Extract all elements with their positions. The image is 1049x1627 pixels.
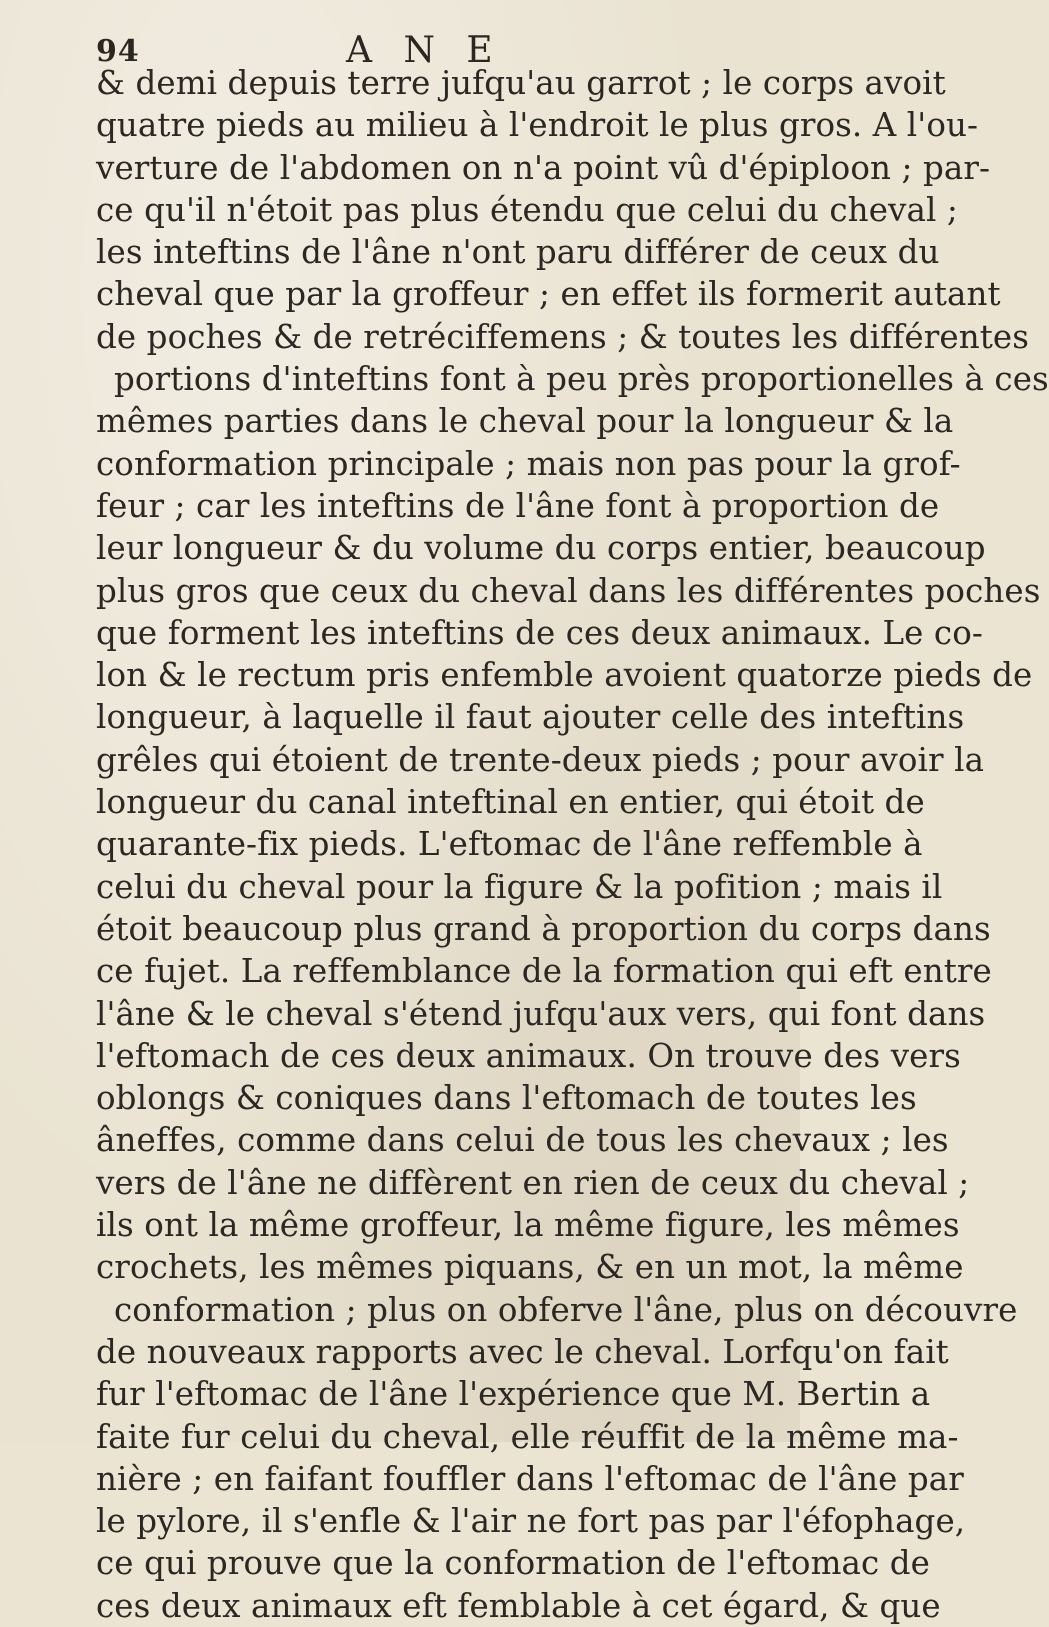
text-line: faite fur celui du cheval, elle réuffit de la même ma-: [96, 1417, 959, 1456]
text-line: longueur du canal inteftinal en entier, qui étoit de: [96, 783, 925, 822]
text-line: que forment les inteftins de ces deux animaux. Le co-: [96, 613, 983, 652]
text-line: crochets, les mêmes piquans, & en un mot, la même: [96, 1248, 964, 1287]
text-line: feur ; car les inteftins de l'âne font à proportion de: [96, 486, 940, 525]
text-line: plus gros que ceux du cheval dans les différentes poches: [96, 571, 1041, 610]
text-line: lon & le rectum pris enfemble avoient quatorze pieds de: [96, 656, 1033, 695]
text-line: longueur, à laquelle il faut ajouter celle des inteftins: [96, 698, 965, 737]
text-line: l'eftomach de ces deux animaux. On trouve des vers: [96, 1036, 961, 1075]
text-line: ils ont la même groffeur, la même figure, les mêmes: [96, 1206, 960, 1245]
text-line: nière ; en faifant fouffler dans l'eftomac de l'âne par: [96, 1459, 964, 1498]
text-line: étoit beaucoup plus grand à proportion du corps dans: [96, 909, 991, 948]
running-head: A N E: [346, 30, 503, 71]
text-line: ce qu'il n'étoit pas plus étendu que celui du cheval ;: [96, 190, 958, 229]
page-number: 94: [96, 34, 140, 69]
text-line: ce qui prouve que la conformation de l'eftomac de: [96, 1544, 930, 1583]
text-line: vers de l'âne ne diffèrent en rien de ceux du cheval ;: [96, 1163, 970, 1202]
text-line: celui du cheval pour la figure & la pofition ; mais il: [96, 867, 943, 906]
text-line: l'âne & le cheval s'étend jufqu'aux vers, qui font dans: [96, 994, 986, 1033]
text-line: oblongs & coniques dans l'eftomach de toutes les: [96, 1079, 917, 1118]
text-line: âneffes, comme dans celui de tous les chevaux ; les: [96, 1121, 949, 1160]
text-line: de poches & de retréciffemens ; & toutes les différentes: [96, 317, 1030, 356]
text-line: conformation principale ; mais non pas pour la grof-: [96, 444, 961, 483]
text-line: les inteftins de l'âne n'ont paru différer de ceux du: [96, 233, 940, 272]
text-line: grêles qui étoient de trente-deux pieds ; pour avoir la: [96, 740, 985, 779]
text-line: quatre pieds au milieu à l'endroit le plus gros. A l'ou-: [96, 106, 979, 145]
text-line: de nouveaux rapports avec le cheval. Lorfqu'on fait: [96, 1332, 949, 1371]
text-line: ces deux animaux eft femblable à cet égard, & que: [96, 1586, 941, 1625]
text-line: & demi depuis terre jufqu'au garrot ; le corps avoit: [96, 64, 946, 102]
text-line: mêmes parties dans le cheval pour la longueur & la: [96, 402, 954, 441]
text-line: cheval que par la groffeur ; en effet ils formerit autant: [96, 275, 1001, 314]
text-line: verture de l'abdomen on n'a point vû d'épiploon ; par-: [96, 148, 991, 187]
text-line: ce fujet. La reffemblance de la formation qui eft entre: [96, 952, 992, 991]
text-line: conformation ; plus on obferve l'âne, plus on découvre: [114, 1290, 1018, 1329]
text-line: le pylore, il s'enfle & l'air ne fort pas par l'éfophage,: [96, 1502, 966, 1541]
text-line: quarante-fix pieds. L'eftomac de l'âne reffemble à: [96, 825, 923, 864]
body-text: [96, 62, 1049, 1627]
text-line: leur longueur & du volume du corps entier, beaucoup: [96, 529, 986, 568]
text-line: portions d'inteftins font à peu près proportionelles à ces: [114, 360, 1049, 399]
text-line: fur l'eftomac de l'âne l'expérience que M. Bertin a: [96, 1375, 931, 1414]
